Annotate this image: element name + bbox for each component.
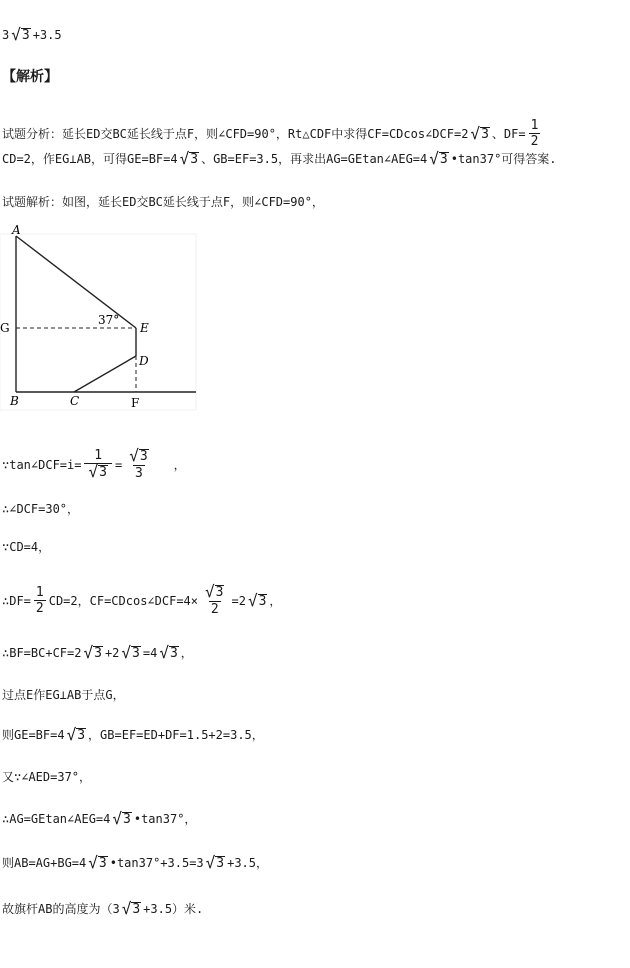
analysis-line-2: [2, 150, 557, 168]
df-text: ∴DF=: [2, 593, 31, 608]
bf-text: ∴BF=BC+CF=2: [2, 646, 82, 660]
answer-tail: +3.5: [32, 28, 62, 42]
tan-tail: ，: [173, 457, 186, 472]
solution-intro: 试题解析：如图，延长ED交BC延长线于点F，则∠CFD=90°，: [2, 195, 324, 209]
fraction: $\frac{1}{2}$: [530, 118, 539, 149]
sqrt-symbol: √ 3: [429, 149, 448, 168]
segment-dc: [74, 356, 136, 392]
bf-text: =4: [142, 646, 158, 660]
sqrt-symbol: √ 3: [121, 643, 140, 662]
sqrt-symbol: √ 3: [88, 462, 107, 481]
bf-text: +2: [104, 646, 120, 660]
ab-text: •tan37°+3.5=3: [109, 856, 204, 870]
sqrt-symbol: √ 3: [470, 123, 489, 143]
tan-line: [2, 448, 186, 481]
fraction: 1 √ 3: [84, 448, 111, 481]
sqrt-symbol: √ 3: [66, 725, 86, 744]
final-text: 故旗杆AB的高度为（3: [2, 902, 120, 916]
fraction: √ 3 3: [129, 446, 148, 481]
analysis-text: 试题分析：延长ED交BC延长线于点F，则∠CFD=90°，Rt△CDF中求得CF=CDcos∠DCF=2: [2, 126, 469, 141]
geometry-diagram: [0, 224, 210, 414]
analysis-line-1: [2, 118, 543, 149]
fraction: $\frac{1}{2}$: [35, 585, 44, 616]
sqrt-symbol: √ 3: [121, 899, 141, 918]
ag-line: [2, 810, 196, 828]
label-g: G: [0, 321, 10, 335]
answer-line: [2, 26, 62, 44]
analysis-text: CD=2，作EG⊥AB，可得GE=BF=4: [2, 152, 178, 166]
label-c: C: [70, 394, 80, 408]
dcf-line: ∴∠DCF=30°，: [2, 502, 80, 516]
bf-line: [2, 644, 193, 662]
sqrt-symbol: √ 3: [129, 446, 148, 465]
sqrt-symbol: √ 3: [88, 853, 107, 872]
equals-sign: =: [114, 457, 123, 472]
df-text: CD=2，CF=CDcos∠DCF=4×: [48, 593, 199, 608]
answer-coef: 3: [2, 28, 10, 42]
sqrt-symbol: √ 3: [205, 853, 225, 872]
analysis-text: •tan37°可得答案.: [450, 152, 557, 166]
ge-text: 则GE=BF=4: [2, 728, 65, 742]
fraction: √ 3 2: [205, 582, 224, 617]
ge-line: [2, 726, 264, 744]
ge-text: ，GB=EF=ED+DF=1.5+2=3.5，: [88, 728, 264, 742]
cd-line: ∵CD=4，: [2, 540, 51, 554]
label-d: D: [139, 354, 149, 368]
sqrt-symbol: √ 3: [179, 149, 199, 168]
sqrt-symbol: √ 3: [83, 643, 102, 662]
sqrt-symbol: √ 3: [205, 582, 224, 601]
df-text: ，: [269, 593, 282, 608]
sqrt-symbol: √ 3: [11, 25, 30, 44]
df-line: [2, 584, 281, 617]
label-e: E: [140, 321, 149, 335]
df-text: =2: [231, 593, 246, 608]
final-answer-line: [2, 900, 203, 918]
ab-text: +3.5，: [227, 856, 269, 870]
sqrt-symbol: √ 3: [247, 590, 267, 610]
ag-text: •tan37°，: [133, 812, 197, 826]
label-a: A: [12, 224, 21, 237]
tan-text: ∵tan∠DCF=i=: [2, 457, 82, 472]
eg-line: 过点E作EG⊥AB于点G，: [2, 688, 125, 702]
ag-text: ∴AG=GEtan∠AEG=4: [2, 812, 111, 826]
analysis-text: 、GB=EF=3.5，再求出AG=GEtan∠AEG=4: [201, 152, 428, 166]
ab-text: 则AB=AG+BG=4: [2, 856, 87, 870]
section-heading: 【解析】: [2, 69, 58, 85]
aed-line: 又∵∠AED=37°，: [2, 770, 92, 784]
label-f: F: [131, 396, 140, 410]
label-angle-37: 37°: [98, 313, 120, 327]
ab-line: [2, 854, 268, 872]
sqrt-symbol: √ 3: [159, 643, 178, 662]
bf-text: ，: [180, 646, 193, 660]
sqrt-symbol: √ 3: [112, 809, 131, 828]
final-text: +3.5）米.: [143, 902, 204, 916]
analysis-text: 、DF=: [491, 126, 526, 141]
label-b: B: [10, 394, 19, 408]
